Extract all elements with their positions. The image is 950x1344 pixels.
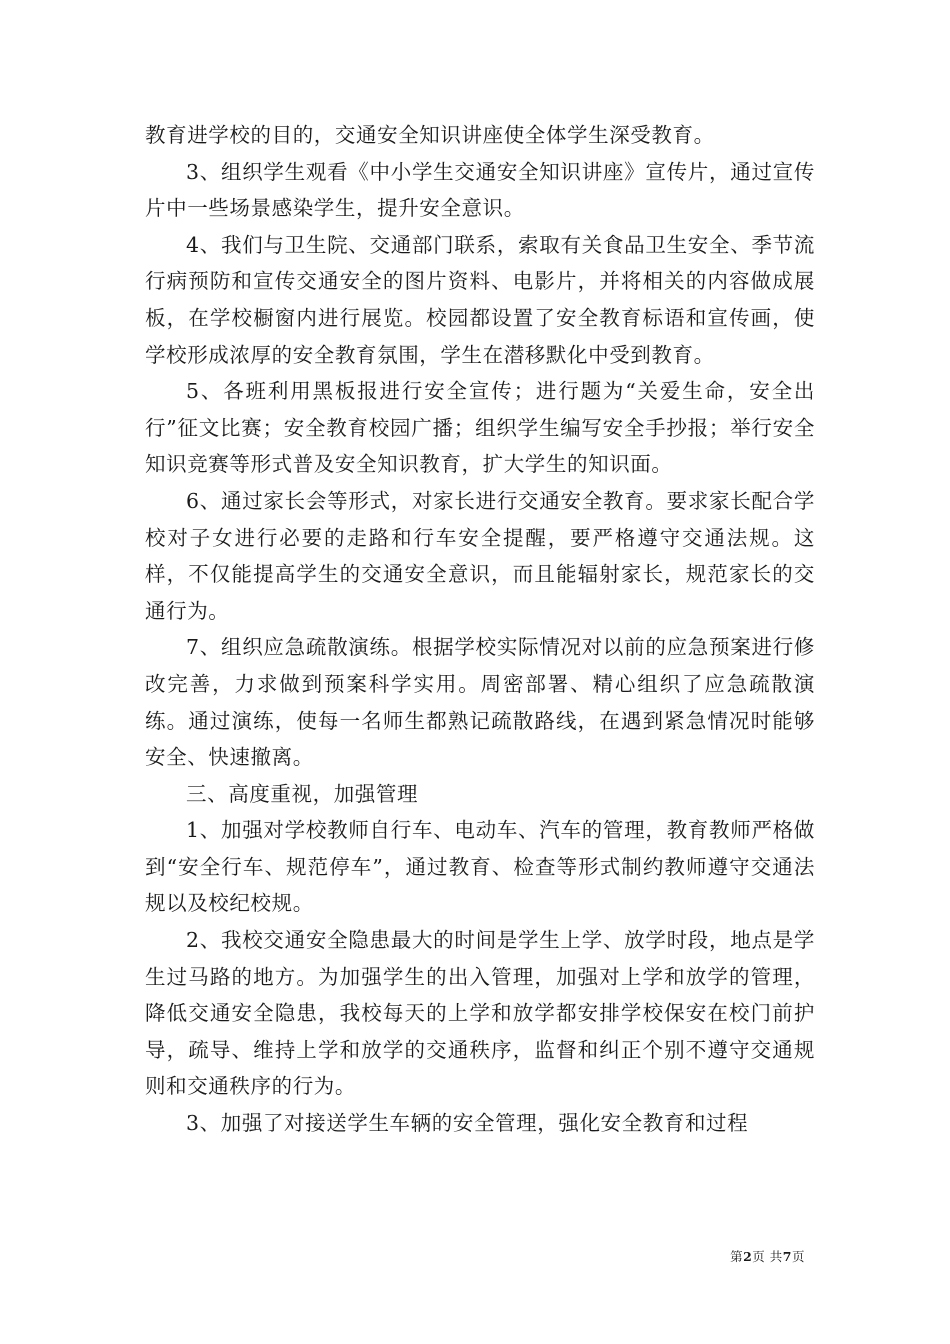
document-body <box>145 117 815 1142</box>
paragraph-management-3: 3、加强了对接送学生车辆的安全管理，强化安全教育和过程 <box>186 1111 749 1136</box>
page-footer <box>730 1247 805 1265</box>
paragraph-item-7-drill: 7、组织应急疏散演练。根据学校实际情况对以前的应急预案进行修改完善，力求做到预案科学实用。周密部署、精心组织了应急疏散演练。通过演练，使每一名师生都熟记疏散路线，在遇到紧急情况时能够安全、快速撤离。 <box>145 635 815 770</box>
paragraph-continuation: 教育进学校的目的，交通安全知识讲座使全体学生深受教育。 <box>145 123 715 147</box>
footer-prefix: 第 <box>730 1249 744 1264</box>
section-heading-3: 三、高度重视，加强管理 <box>186 781 419 806</box>
footer-suffix: 页 <box>791 1249 805 1264</box>
paragraph-item-5-blackboard: 5、各班利用黑板报进行安全宣传；进行题为“关爱生命，安全出行”征文比赛；安全教育校园广播；组织学生编写安全手抄报；举行安全知识竞赛等形式普及安全知识教育，扩大学生的知识面。 <box>145 379 815 477</box>
current-page-number: 2 <box>743 1249 753 1264</box>
paragraph-management-2: 2、我校交通安全隐患最大的时间是学生上学、放学时段，地点是学生过马路的地方。为加强学生的出入管理，加强对上学和放学的管理，降低交通安全隐患，我校每天的上学和放学都安排学校保安在校门前护导，疏导、维持上学和放学的交通秩序，监督和纠正个别不遵守交通规则和交通秩序的行为。 <box>145 928 815 1099</box>
paragraph-item-4-exhibition: 4、我们与卫生院、交通部门联系，索取有关食品卫生安全、季节流行病预防和宣传交通安全的图片资料、电影片，并将相关的内容做成展板，在学校橱窗内进行展览。校园都设置了安全教育标语和宣传画，使学校形成浓厚的安全教育氛围，学生在潜移默化中受到教育。 <box>145 232 815 367</box>
paragraph-management-1: 1、加强对学校教师自行车、电动车、汽车的管理，教育教师严格做到“安全行车、规范停车”，通过教育、检查等形式制约教师遵守交通法规以及校纪校规。 <box>145 818 815 916</box>
footer-middle: 页 共 <box>752 1249 783 1264</box>
paragraph-item-6-parents: 6、通过家长会等形式，对家长进行交通安全教育。要求家长配合学校对子女进行必要的走路和行车安全提醒，要严格遵守交通法规。这样，不仅能提高学生的交通安全意识，而且能辐射家长，规范家长的交通行为。 <box>145 488 815 623</box>
total-pages-number: 7 <box>782 1249 792 1264</box>
paragraph-item-3-video: 3、组织学生观看《中小学生交通安全知识讲座》宣传片，通过宣传片中一些场景感染学生，提升安全意识。 <box>145 159 815 221</box>
